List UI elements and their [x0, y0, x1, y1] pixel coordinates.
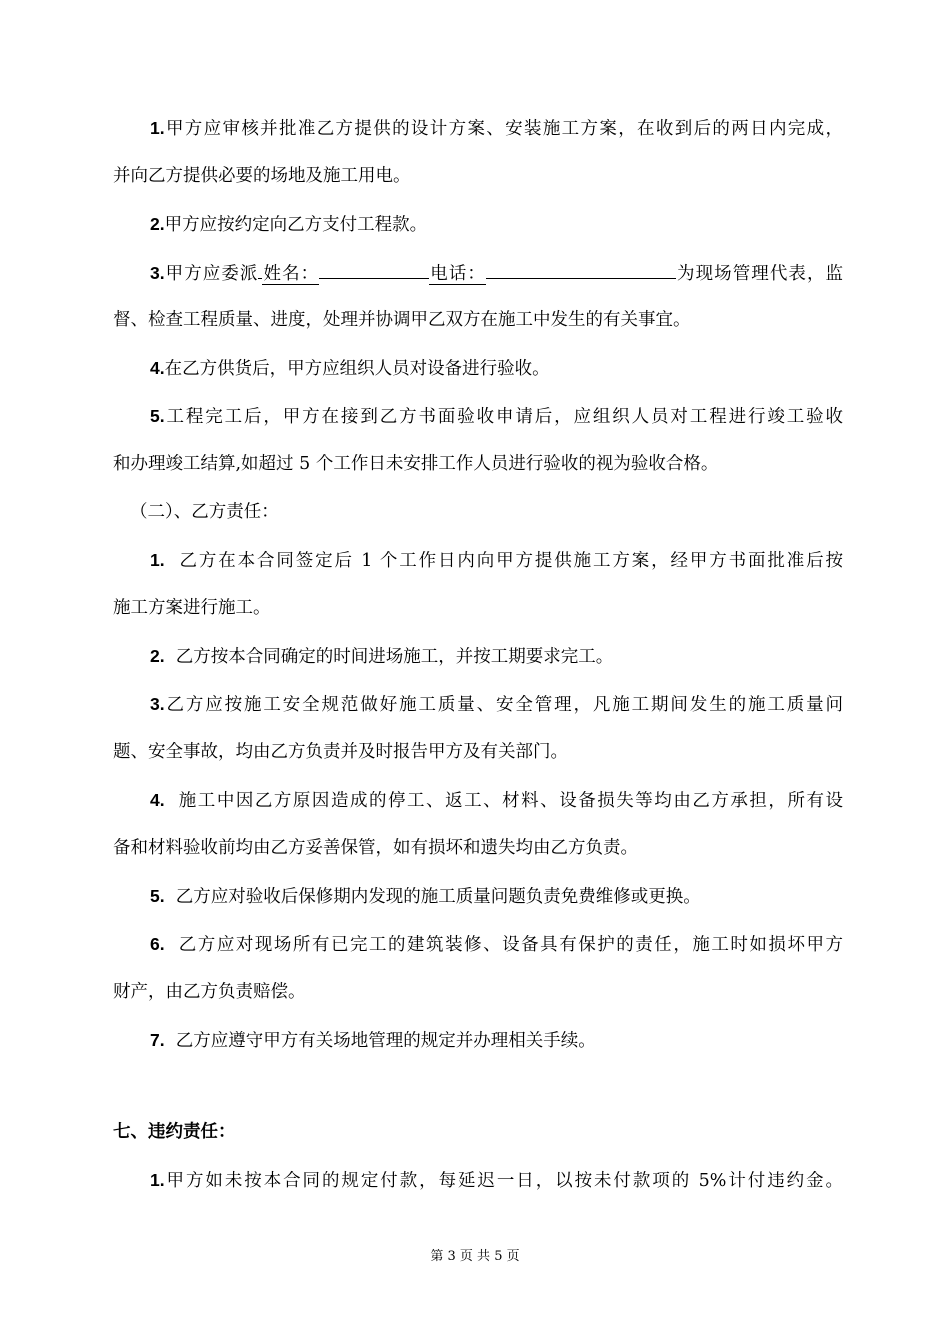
- party-a-item5-line2: 和办理竣工结算,如超过 5 个工作日未安排工作人员进行验收的视为验收合格。: [113, 454, 719, 474]
- paragraph-text: 乙方应按施工安全规范做好施工质量、安全管理，凡施工期间发生的施工质量问: [164, 695, 843, 715]
- phone-field-label: 电话：: [429, 264, 486, 284]
- party-b-item3-line1: [150, 692, 843, 717]
- party-b-item2: [150, 644, 843, 669]
- item-number: 1.: [150, 550, 165, 570]
- item-number: 3.: [150, 694, 165, 714]
- breach-heading: 七、违约责任：: [113, 1122, 236, 1142]
- item-number: 4.: [150, 358, 165, 378]
- item-number: 4.: [150, 790, 165, 810]
- name-field-label: 姓名：: [262, 264, 320, 284]
- item-number: 2.: [150, 646, 165, 666]
- party-b-item3-line2: 题、安全事故，均由乙方负责并及时报告甲方及有关部门。: [113, 742, 568, 762]
- party-a-item2: [150, 212, 843, 237]
- paragraph-text: 乙方在本合同签定后 1 个工作日内向甲方提供施工方案，经甲方书面批准后按: [179, 551, 843, 571]
- paragraph-text: 甲方应委派: [164, 264, 259, 284]
- name-field-blank: [319, 260, 429, 279]
- item-number: 7.: [150, 1030, 165, 1050]
- party-b-item1-line2: 施工方案进行施工。: [113, 598, 271, 618]
- party-a-item1-line1: [150, 116, 843, 141]
- party-b-item4-line2: 备和材料验收前均由乙方妥善保管，如有损坏和遗失均由乙方负责。: [113, 838, 638, 858]
- party-b-item6-line1: [150, 932, 843, 957]
- paragraph-text: 乙方应对现场所有已完工的建筑装修、设备具有保护的责任，施工时如损坏甲方: [178, 935, 843, 955]
- breach-item1: [150, 1168, 843, 1193]
- party-a-item4: [150, 356, 843, 381]
- party-b-item1-line1: [150, 548, 843, 573]
- phone-field-blank: [486, 260, 676, 279]
- item-number: 1.: [150, 118, 165, 138]
- paragraph-text: 乙方按本合同确定的时间进场施工，并按工期要求完工。: [175, 647, 614, 667]
- item-number: 3.: [150, 263, 165, 283]
- paragraph-text: 在乙方供货后，甲方应组织人员对设备进行验收。: [164, 359, 550, 379]
- party-a-item1-line2: 并向乙方提供必要的场地及施工用电。: [113, 166, 411, 186]
- party-b-item6-line2: 财产，由乙方负责赔偿。: [113, 982, 306, 1002]
- party-b-item7: [150, 1028, 843, 1053]
- paragraph-text: 甲方应审核并批准乙方提供的设计方案、安装施工方案，在收到后的两日内完成，: [164, 119, 843, 139]
- paragraph-text: 为现场管理代表，监: [675, 264, 844, 284]
- item-number: 1.: [150, 1170, 165, 1190]
- party-b-item4-line1: [150, 788, 843, 813]
- item-number: 5.: [150, 406, 165, 426]
- paragraph-text: 甲方如未按本合同的规定付款，每延迟一日，以按未付款项的 5%计付违约金。: [164, 1171, 843, 1191]
- paragraph-text: 甲方应按约定向乙方支付工程款。: [164, 215, 428, 235]
- party-a-item3-line1: [150, 260, 843, 286]
- party-a-item5-line1: [150, 404, 843, 429]
- page-number-footer: 第 3 页 共 5 页: [430, 1249, 520, 1264]
- paragraph-text: 施工中因乙方原因造成的停工、返工、材料、设备损失等均由乙方承担，所有设: [178, 791, 843, 811]
- paragraph-text: 乙方应对验收后保修期内发现的施工质量问题负责免费维修或更换。: [175, 887, 701, 907]
- item-number: 6.: [150, 934, 165, 954]
- item-number: 5.: [150, 886, 165, 906]
- party-b-item5: [150, 884, 843, 909]
- party-b-heading: （二）、乙方责任：: [130, 502, 279, 522]
- paragraph-text: 工程完工后，甲方在接到乙方书面验收申请后，应组织人员对工程进行竣工验收: [164, 407, 843, 427]
- paragraph-text: 乙方应遵守甲方有关场地管理的规定并办理相关手续。: [175, 1031, 596, 1051]
- item-number: 2.: [150, 214, 165, 234]
- party-a-item3-line2: 督、检查工程质量、进度，处理并协调甲乙双方在施工中发生的有关事宜。: [113, 310, 691, 330]
